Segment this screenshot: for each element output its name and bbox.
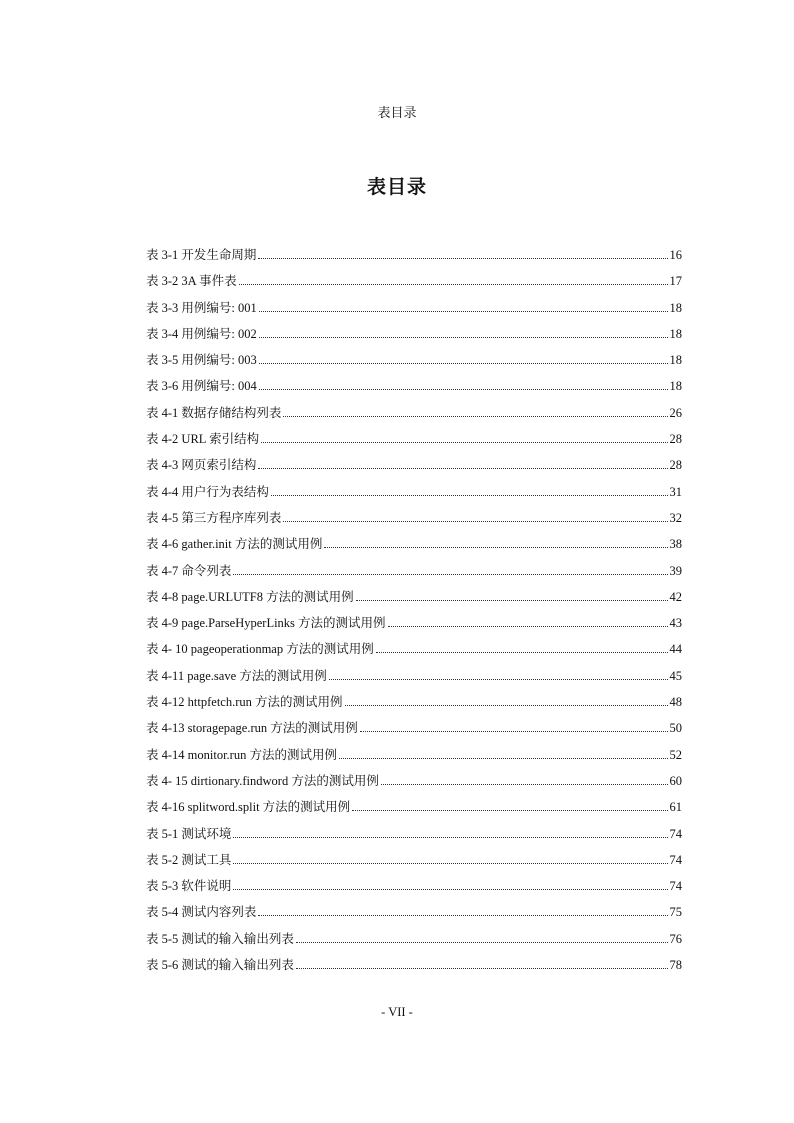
toc-entry-label: 表 4-13 storagepage.run 方法的测试用例: [146, 721, 358, 736]
toc-entry[interactable]: [146, 298, 682, 324]
toc-entry-page-number: 48: [669, 695, 682, 710]
dot-leader: [259, 363, 668, 364]
toc-entry-label: 表 3-1 开发生命周期: [146, 248, 257, 262]
toc-entry-label: 表 3-5 用例编号: 003: [146, 353, 257, 368]
dot-leader: [329, 679, 668, 680]
toc-entry-label: 表 4-12 httpfetch.run 方法的测试用例: [146, 695, 343, 710]
toc-entry[interactable]: [146, 534, 682, 560]
dot-leader: [296, 942, 668, 943]
dot-leader: [233, 574, 667, 575]
dot-leader: [356, 600, 668, 601]
toc-entry-label: 表 5-4 测试内容列表: [146, 905, 257, 920]
toc-entry[interactable]: [146, 324, 682, 350]
toc-entry-page-number: 38: [669, 537, 682, 552]
toc-entry[interactable]: [146, 824, 682, 850]
toc-entry-label: 表 4- 10 pageoperationmap 方法的测试用例: [146, 642, 374, 657]
toc-entry[interactable]: [146, 587, 682, 613]
toc-entry[interactable]: [146, 929, 682, 955]
toc-entry-page-number: 52: [669, 747, 682, 762]
toc-entry-page-number: 18: [669, 353, 682, 368]
toc-entry-label: 表 4-8 page.URLUTF8 方法的测试用例: [146, 589, 354, 604]
toc-entry[interactable]: [146, 639, 682, 665]
toc-entry-label: 表 3-6 用例编号: 004: [146, 379, 257, 394]
toc-entry-label: 表 4- 15 dirtionary.findword 方法的测试用例: [146, 773, 379, 788]
toc-entry-label: 表 4-7 命令列表: [146, 563, 232, 578]
toc-entry-label: 表 5-5 测试的输入输出列表: [146, 931, 294, 946]
toc-entry-page-number: 50: [669, 721, 682, 736]
dot-leader: [345, 705, 668, 706]
toc-entry-label: 表 4-2 URL 索引结构: [146, 432, 260, 447]
toc-entry-page-number: 61: [669, 800, 682, 815]
toc-entry-label: 表 4-9 page.ParseHyperLinks 方法的测试用例: [146, 616, 386, 631]
toc-entry-label: 表 3-2 3A 事件表: [146, 274, 237, 289]
toc-entry-page-number: 17: [669, 274, 682, 289]
toc-entry-label: 表 4-1 数据存储结构列表: [146, 405, 282, 420]
dot-leader: [339, 758, 668, 759]
toc-entry-label: 表 4-16 splitword.split 方法的测试用例: [146, 800, 351, 815]
toc-entry-label: 表 3-3 用例编号: 001: [146, 300, 257, 315]
dot-leader: [259, 337, 668, 338]
dot-leader: [259, 389, 668, 390]
toc-entry[interactable]: [146, 718, 682, 744]
toc-entry-page-number: 28: [669, 432, 682, 447]
dot-leader: [296, 968, 668, 969]
toc-entry-page-number: 74: [669, 852, 682, 867]
toc-entry-label: 表 4-4 用户行为表结构: [146, 484, 269, 499]
toc-entry-page-number: 43: [669, 616, 682, 631]
page-title: 表目录: [366, 176, 427, 198]
running-header: 表目录: [377, 105, 417, 120]
toc-entry-page-number: 78: [669, 958, 682, 973]
table-of-contents: [146, 245, 682, 981]
toc-entry-label: 表 5-1 测试环境: [146, 826, 232, 841]
toc-entry-page-number: 60: [669, 773, 682, 788]
toc-entry[interactable]: [146, 955, 682, 981]
toc-entry[interactable]: [146, 850, 682, 876]
toc-entry-page-number: 28: [669, 458, 682, 473]
toc-entry-label: 表 5-6 测试的输入输出列表: [146, 958, 294, 973]
toc-entry[interactable]: [146, 245, 682, 271]
toc-entry-label: 表 3-4 用例编号: 002: [146, 326, 257, 341]
toc-entry-label: 表 4-14 monitor.run 方法的测试用例: [146, 747, 337, 762]
dot-leader: [233, 863, 667, 864]
dot-leader: [388, 626, 668, 627]
dot-leader: [352, 810, 667, 811]
dot-leader: [271, 495, 668, 496]
toc-entry-page-number: 76: [669, 931, 682, 946]
toc-entry-page-number: 18: [669, 379, 682, 394]
toc-entry[interactable]: [146, 797, 682, 823]
toc-entry-page-number: 39: [669, 563, 682, 578]
toc-entry[interactable]: [146, 613, 682, 639]
toc-entry-page-number: 32: [669, 510, 682, 525]
page-number: - VII -: [381, 1005, 413, 1019]
toc-entry[interactable]: [146, 771, 682, 797]
dot-leader: [360, 731, 668, 732]
toc-entry[interactable]: [146, 350, 682, 376]
dot-leader: [261, 442, 667, 443]
dot-leader: [283, 416, 667, 417]
dot-leader: [258, 915, 667, 916]
toc-entry-label: 表 4-11 page.save 方法的测试用例: [146, 668, 327, 683]
toc-entry[interactable]: [146, 561, 682, 587]
dot-leader: [233, 889, 667, 890]
toc-entry[interactable]: [146, 902, 682, 928]
toc-entry[interactable]: [146, 271, 682, 297]
toc-entry-label: 表 5-2 测试工具: [146, 852, 232, 867]
toc-entry[interactable]: [146, 692, 682, 718]
toc-entry[interactable]: [146, 429, 682, 455]
toc-entry[interactable]: [146, 876, 682, 902]
dot-leader: [233, 837, 667, 838]
toc-entry[interactable]: [146, 376, 682, 402]
toc-entry-page-number: 16: [669, 248, 682, 262]
toc-entry-page-number: 18: [669, 326, 682, 341]
dot-leader: [376, 652, 668, 653]
dot-leader: [258, 468, 667, 469]
toc-entry[interactable]: [146, 745, 682, 771]
dot-leader: [283, 521, 667, 522]
toc-entry-label: 表 5-3 软件说明: [146, 879, 232, 894]
toc-entry-page-number: 75: [669, 905, 682, 920]
dot-leader: [324, 547, 667, 548]
dot-leader: [381, 784, 668, 785]
toc-entry[interactable]: [146, 403, 682, 429]
toc-entry-page-number: 18: [669, 300, 682, 315]
toc-entry-page-number: 74: [669, 879, 682, 894]
dot-leader: [258, 258, 667, 259]
toc-entry-page-number: 42: [669, 589, 682, 604]
toc-entry-label: 表 4-6 gather.init 方法的测试用例: [146, 537, 323, 552]
toc-entry-page-number: 31: [669, 484, 682, 499]
toc-entry[interactable]: [146, 666, 682, 692]
toc-entry-page-number: 45: [669, 668, 682, 683]
toc-entry-page-number: 74: [669, 826, 682, 841]
dot-leader: [239, 284, 668, 285]
toc-entry[interactable]: [146, 482, 682, 508]
toc-entry-label: 表 4-3 网页索引结构: [146, 458, 257, 473]
toc-entry-label: 表 4-5 第三方程序库列表: [146, 510, 282, 525]
toc-entry-page-number: 44: [669, 642, 682, 657]
toc-entry[interactable]: [146, 455, 682, 481]
toc-entry[interactable]: [146, 508, 682, 534]
dot-leader: [259, 311, 668, 312]
toc-entry-page-number: 26: [669, 405, 682, 420]
